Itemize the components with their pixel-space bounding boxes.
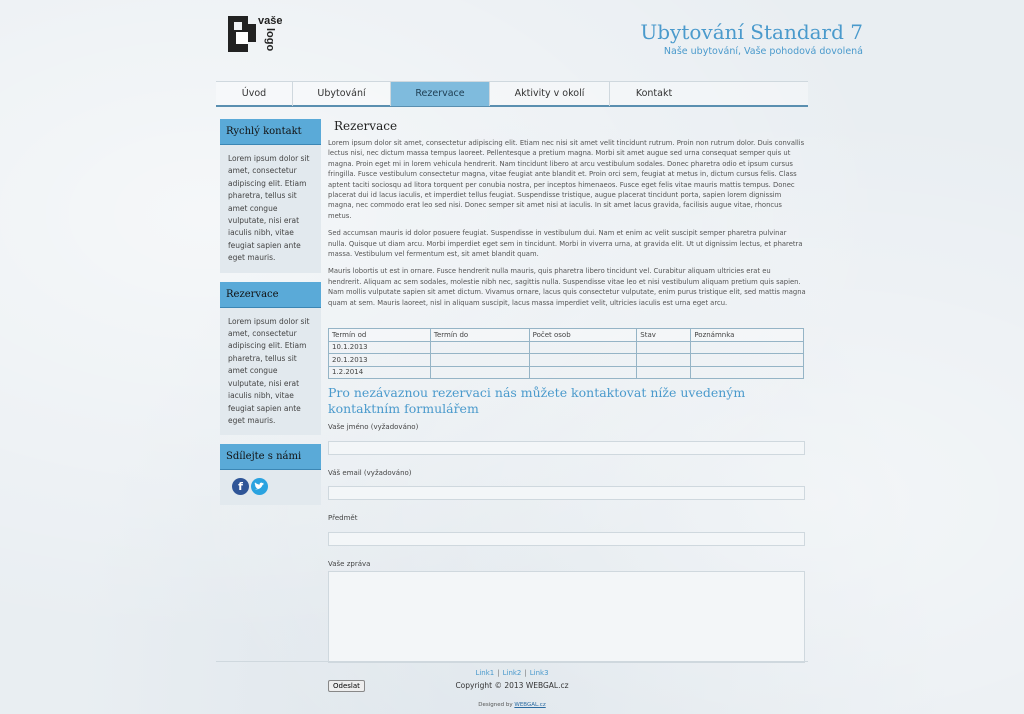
quick-contact-title: Rychlý kontakt xyxy=(220,119,321,145)
name-input[interactable] xyxy=(328,441,805,455)
copyright: Copyright © 2013 WEBGAL.cz xyxy=(455,681,569,690)
main-content xyxy=(328,119,806,692)
page-wrapper xyxy=(216,0,863,714)
footer-link-2[interactable]: Link2 xyxy=(502,669,522,677)
table-cell xyxy=(637,366,691,379)
nav-item-rezervace[interactable]: Rezervace xyxy=(391,82,490,106)
table-cell xyxy=(430,366,529,379)
footer xyxy=(216,661,808,708)
form-title: Pro nezávaznou rezervaci nás můžete kontaktovat níže uvedeným kontaktním formulářem xyxy=(328,385,746,417)
reservation-box-title: Rezervace xyxy=(220,282,321,308)
table-row xyxy=(329,366,804,379)
message-textarea[interactable] xyxy=(328,571,805,663)
footer-link-separator: | xyxy=(497,669,500,677)
footer-links xyxy=(216,669,808,677)
nav-item-kontakt[interactable]: Kontakt xyxy=(635,88,673,99)
quick-contact-text: Lorem ipsum dolor sit amet, consectetur adipiscing elit. Etiam pharetra, tellus sit amet congue vulputate, nisi erat iaculis nibh, vitae feugiat sapien ante eget mauris. xyxy=(228,154,310,263)
reservation-box-text: Lorem ipsum dolor sit amet, consectetur adipiscing elit. Etiam pharetra, tellus sit amet congue vulputate, nisi erat iaculis nibh, vitae feugiat sapien ante eget mauris. xyxy=(228,316,310,425)
content-paragraph: Lorem ipsum dolor sit amet, consectetur adipiscing elit. Etiam nec nisi sit amet velit tincidunt rutrum. Proin non rutrum dolor. Duis convallis lectus nisi, nec dictum massa tempus laoreet. Pellentesque a pretium magna. Morbi sit amet augue sed urna consequat semper quis ut magna. Proin eget mi in lorem vehicula hendrerit. Nam tincidunt libero at arcu vestibulum sodales. Donec pharetra odio et ipsum cursus fringilla. Fusce vestibulum consectetur magna, vitae feugiat ante blandit et. Proin orci sem, feugiat at metus in, dictum cursus felis. Class aptent taciti sociosqu ad litora torquent per conubia nostra, per inceptos himenaeos. Fusce eget felis vitae mauris mattis tempus. Donec placerat dui id lacus iaculis, et imperdiet tellus feugiat. Suspendisse tristique, augue placerat tincidunt porta, sapien lorem dignissim magna, nec commodo erat leo sed nisi. Donec semper sit amet nisi at iaculis. In sit amet lacus gravida, facilisis augue vitae, rhoncus metus. xyxy=(328,139,805,220)
table-header: Počet osob xyxy=(529,329,637,342)
table-header-row xyxy=(329,329,804,342)
table-row xyxy=(329,354,804,367)
facebook-icon[interactable]: f xyxy=(232,478,249,495)
logo-graphic xyxy=(226,14,282,54)
table-cell xyxy=(529,354,637,367)
sidebar xyxy=(220,119,321,514)
content-paragraph: Sed accumsan mauris id dolor posuere feugiat. Suspendisse in vestibulum dui. Nam et enim ac velit suscipit semper pharetra pulvinar nulla. Quisque ut diam arcu. Morbi imperdiet eget sem in tincidunt. Morbi in viverra urna, at gravida elit. Ut ut dignissim lectus, et pharetra massa. Vestibulum vel fermentum est, sit amet blandit quam. xyxy=(328,229,803,259)
nav-item-ubytovani[interactable]: Ubytování xyxy=(293,82,391,106)
content-paragraph: Mauris lobortis ut est in ornare. Fusce hendrerit nulla mauris, quis pharetra libero tincidunt vel. Curabitur aliquam ultricies erat eu hendrerit. Aliquam ac sem sodales, molestie nibh nec, sagittis nulla. Suspendisse vitae leo et nisi vestibulum aliquam pretium quis sapien. Nam mollis vulputate sapien sit amet dictum. Vivamus ornare, lacus quis consectetur vulputate, enim purus tristique elit, sed mattis magna quam at sem. Mauris laoreet, nisl in aliquam suscipit, lacus massa imperdiet velit, ultricies iaculis est urna eget arcu. xyxy=(328,267,806,307)
share-box xyxy=(220,444,321,505)
logo-text-side: logo xyxy=(264,28,276,52)
table-cell xyxy=(637,354,691,367)
table-cell: 1.2.2014 xyxy=(329,366,431,379)
main-nav xyxy=(216,81,808,107)
page-title: Rezervace xyxy=(334,119,398,133)
table-cell xyxy=(529,366,637,379)
table-cell xyxy=(637,341,691,354)
logo-text-top: vaše xyxy=(258,15,282,27)
table-header: Stav xyxy=(637,329,691,342)
table-header: Termín od xyxy=(329,329,431,342)
footer-link-1[interactable]: Link1 xyxy=(475,669,495,677)
table-header: Poznámnka xyxy=(691,329,804,342)
table-cell xyxy=(691,341,804,354)
table-cell xyxy=(529,341,637,354)
email-label: Váš email (vyžadováno) xyxy=(328,468,412,477)
email-input[interactable] xyxy=(328,486,805,500)
site-subtitle: Naše ubytování, Vaše pohodová dovolená xyxy=(663,46,863,57)
submit-button[interactable]: Odeslat xyxy=(328,680,365,692)
table-cell xyxy=(691,354,804,367)
table-cell xyxy=(691,366,804,379)
message-label: Vaše zpráva xyxy=(328,559,371,568)
nav-item-aktivity[interactable]: Aktivity v okolí xyxy=(490,82,610,106)
social-icons xyxy=(220,470,321,505)
share-box-title: Sdílejte s námi xyxy=(220,444,321,470)
footer-link-3[interactable]: Link3 xyxy=(529,669,549,677)
designed-by-prefix: Designed by xyxy=(478,702,513,708)
reservation-table xyxy=(328,328,804,379)
name-label: Vaše jméno (vyžadováno) xyxy=(328,423,419,432)
twitter-icon[interactable] xyxy=(251,478,268,495)
designed-by xyxy=(216,702,808,708)
reservation-box xyxy=(220,282,321,436)
table-cell: 10.1.2013 xyxy=(329,341,431,354)
subject-input[interactable] xyxy=(328,532,805,546)
table-cell xyxy=(430,354,529,367)
designed-by-link[interactable]: WEBGAL.cz xyxy=(514,702,546,708)
table-cell: 20.1.2013 xyxy=(329,354,431,367)
site-logo[interactable] xyxy=(226,14,282,54)
subject-label: Předmět xyxy=(328,514,358,523)
nav-item-uvod[interactable]: Úvod xyxy=(216,82,293,106)
site-title: Ubytování Standard 7 xyxy=(640,20,863,44)
table-row xyxy=(329,341,804,354)
quick-contact-box xyxy=(220,119,321,273)
footer-link-separator: | xyxy=(524,669,527,677)
table-header: Termín do xyxy=(430,329,529,342)
table-cell xyxy=(430,341,529,354)
